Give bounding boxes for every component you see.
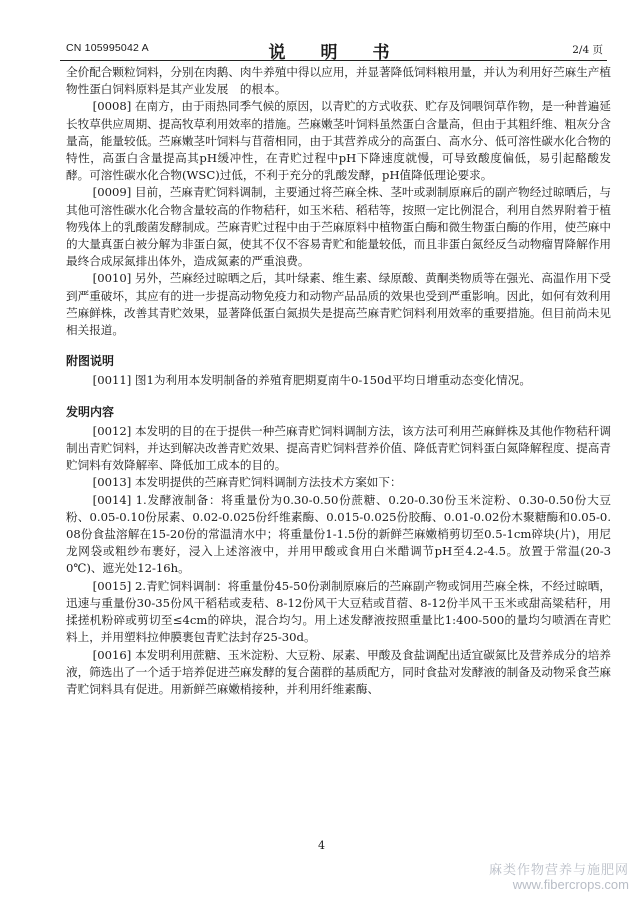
paragraph-text: 本发明的目的在于提供一种苎麻青贮饲料调制方法，该方法可利用苎麻鲜株及其他作物秸秆调制出青贮饲料，并达到解决改善青贮效果、提高青贮饲料营养价值、降低青贮饲料蛋白氮降解程度、提高青贮饲料有效降解率、降低加工成本的目的。	[66, 423, 611, 473]
paragraph-0008	[66, 98, 611, 184]
section-heading-invention: 发明内容	[66, 404, 115, 419]
paragraph-text: 在南方，由于雨热同季气候的原因，以青贮的方式收获、贮存及饲喂饲草作物，是一种普遍延长牧草供应周期、提高牧草利用效率的措施。苎麻嫩茎叶饲料虽然蛋白含量高，但由于其粗纤维、粗灰分含量高，能量较低。苎麻嫩茎叶饲料与苜蓿相同，由于其营养成分的高蛋白、高水分、低可溶性碳水化合物的特性，高蛋白含量提高其pH缓冲性，在青贮过程中pH下降速度就慢，可导致酸度偏低，易引起酪酸发酵。可溶性碳水化合物(WSC)过低，不利于充分的乳酸发酵，pH值降低理论要求。	[66, 99, 611, 183]
paragraph-number: [0014]	[92, 492, 132, 507]
paragraph-text: 2.青贮饲料调制：将重量份45-50份剥制原麻后的苎麻副产物或饲用苎麻全株，不经过晾晒，迅速与重量份30-35份风干稻秸或麦秸、8-12份风干大豆秸或苜蓿、8-12份半风干玉米或甜高粱秸秆，用揉搓机粉碎或剪切至≤4cm的碎块，混合均匀。用上述发酵液按照重量比1:400-500的量均匀喷洒在青贮料上，并用塑料拉伸膜裹包青贮法封存25-30d。	[66, 578, 611, 645]
paragraph-0014	[66, 492, 611, 578]
paragraph-number: [0008]	[92, 99, 132, 114]
paragraph-0011	[66, 372, 611, 389]
paragraph-0010	[66, 270, 611, 339]
section-heading-figures: 附图说明	[66, 354, 115, 369]
paragraph-number: [0015]	[92, 578, 132, 593]
paragraph-0012	[66, 423, 611, 475]
paragraph-text: 全价配合颗粒饲料，分别在肉鹅、肉牛养殖中得以应用，并显著降低饲料粮用量，并认为利用好苎麻生产植物性蛋白饲料原料是其产业发展 的根本。	[66, 65, 611, 97]
paragraph-text: 1.发酵液制备：将重量份为0.30-0.50份蔗糖、0.20-0.30份玉米淀粉、0.30-0.50份大豆粉、0.05-0.10份尿素、0.02-0.025份纤维素酶、0.015-0.025份胶酶、0.01-0.02份木聚糖酶和0.05-0.08份食盐溶解在15-20份的常温清水中；将重量份1-1.5份的新鲜苎麻嫩梢剪切至0.5-1cm碎块(片)，用尼龙网袋或粗纱布裹好，浸入上述溶液中，并用甲酸或食用白米醋调节pH至4.2-4.5。放置于常温(20-30℃)、遮光处12-16h。	[66, 492, 611, 576]
paragraph-text: 目前，苎麻青贮饲料调制，主要通过将苎麻全株、茎叶或剥制原麻后的副产物经过晾晒后，与其他可溶性碳水化合物含量较高的作物秸秆，如玉米秸、稻秸等，按照一定比例混合，利用自然界附着于植物残体上的乳酸菌发酵制成。苎麻青贮过程中由于苎麻原料中植物蛋白酶和微生物蛋白酶的作用，使苎麻中的大量真蛋白被分解为非蛋白氮，使其不仅不容易青贮和能量较低，而且非蛋白氮经反刍动物瘤胃降解作用最终合成尿氮排出体外，造成氮素的严重浪费。	[66, 185, 611, 269]
patent-number: CN 105995042 A	[66, 42, 149, 54]
paragraph-text: 图1为利用本发明制备的养殖育肥期夏南牛0-150d平均日增重动态变化情况。	[134, 373, 531, 388]
document-title: 说 明 书	[268, 43, 399, 63]
page-header	[60, 38, 607, 61]
paragraph-0016	[66, 647, 611, 699]
paragraph-0013	[66, 474, 611, 491]
paragraph-text: 另外，苎麻经过晾晒之后，其叶绿素、维生素、绿原酸、黄酮类物质等在强光、高温作用下受到严重破坏，其应有的进一步提高动物免疫力和动物产品品质的效果也受到严重影响。因此，如何有效利用苎麻鲜株，改善其青贮效果，显著降低蛋白氮损失是提高苎麻青贮饲料利用效率的重要措施。但目前尚未见相关报道。	[66, 271, 611, 338]
paragraph-0015	[66, 578, 611, 647]
watermark	[489, 862, 629, 892]
paragraph-0009	[66, 184, 611, 270]
page-number: 4	[318, 839, 325, 852]
watermark-site-url: www.fibercrops.com	[512, 877, 629, 892]
paragraph-number: [0009]	[92, 185, 132, 200]
paragraph-continuation	[66, 64, 611, 98]
paragraph-number: [0016]	[92, 647, 132, 662]
paragraph-number: [0010]	[92, 271, 132, 286]
paragraph-text: 本发明提供的苎麻青贮饲料调制方法技术方案如下：	[134, 475, 402, 490]
watermark-site-name: 麻类作物营养与施肥网	[488, 862, 629, 877]
page-indicator: 2/4 页	[572, 44, 603, 56]
paragraph-number: [0013]	[92, 475, 132, 490]
paragraph-number: [0012]	[92, 423, 132, 438]
document-body	[66, 64, 611, 698]
paragraph-number: [0011]	[92, 373, 132, 388]
paragraph-text: 本发明利用蔗糖、玉米淀粉、大豆粉、尿素、甲酸及食盐调配出适宜碳氮比及营养成分的培养液，筛选出了一个适于培养促进苎麻发酵的复合菌群的基质配方，同时食盐对发酵液的制备及动物采食苎麻青贮饲料具有促进。用新鲜苎麻嫩梢接种，并利用纤维素酶、	[66, 647, 611, 696]
